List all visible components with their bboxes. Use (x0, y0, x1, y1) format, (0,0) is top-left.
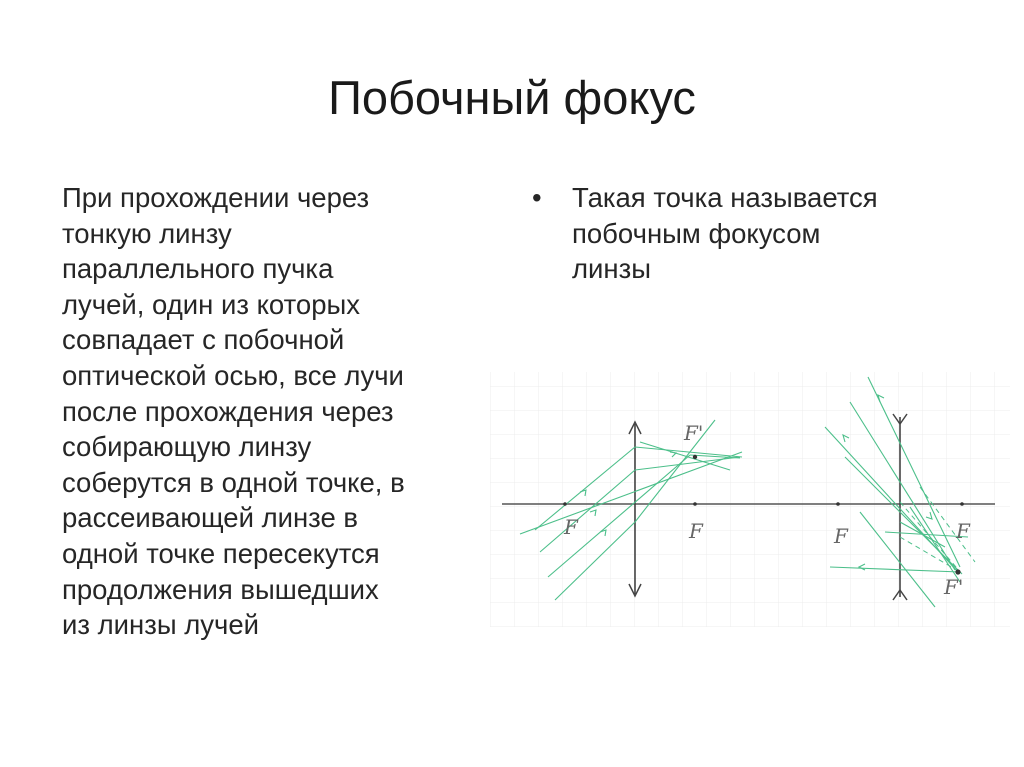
converging-side-focus-label: F' (684, 421, 704, 445)
converging-focus-point-right (693, 502, 697, 506)
converging-focus-point-left (563, 502, 567, 506)
diverging-focus-point-right (960, 502, 964, 506)
converging-focus-left-label: F (564, 515, 578, 539)
left-text-line: одной точке пересекутся (62, 537, 380, 569)
bullet-icon: • (532, 182, 542, 213)
left-text-line: из линзы лучей (62, 609, 259, 641)
left-text-block (62, 180, 502, 643)
converging-side-focus-point (693, 455, 697, 459)
left-text-line: продолжения вышедших (62, 573, 379, 605)
graph-paper-background (490, 372, 1010, 627)
diverging-focus-right-label: F (956, 519, 970, 543)
left-text-line: оптической осью, все лучи (62, 359, 404, 391)
left-text-line: совпадает с побочной (62, 324, 345, 356)
lens-diagram (490, 362, 1010, 632)
bullet-text-line: побочным фокусом (572, 217, 821, 249)
left-text-line: после прохождения через (62, 395, 394, 427)
converging-focus-right-label: F (689, 519, 703, 543)
right-text-block (532, 180, 1002, 287)
diverging-side-focus-point (955, 569, 960, 574)
left-text-line: соберутся в одной точке, в (62, 466, 405, 498)
diverging-side-focus-label: F' (944, 575, 964, 599)
bullet-text-line: линзы (572, 253, 651, 285)
left-text-line: лучей, один из которых (62, 288, 361, 320)
left-text-line: При прохождении через (62, 182, 370, 213)
left-text-line: тонкую линзу (62, 217, 232, 249)
slide-title: Побочный фокус (328, 71, 696, 124)
left-text-line: рассеивающей линзе в (62, 502, 359, 534)
diverging-focus-point-left (836, 502, 840, 506)
diverging-focus-left-label: F (834, 524, 848, 548)
left-text-line: параллельного пучка (62, 253, 334, 285)
left-text-line: собирающую линзу (62, 431, 312, 463)
bullet-item (532, 180, 1002, 287)
bullet-text-line: Такая точка называется (572, 182, 878, 213)
